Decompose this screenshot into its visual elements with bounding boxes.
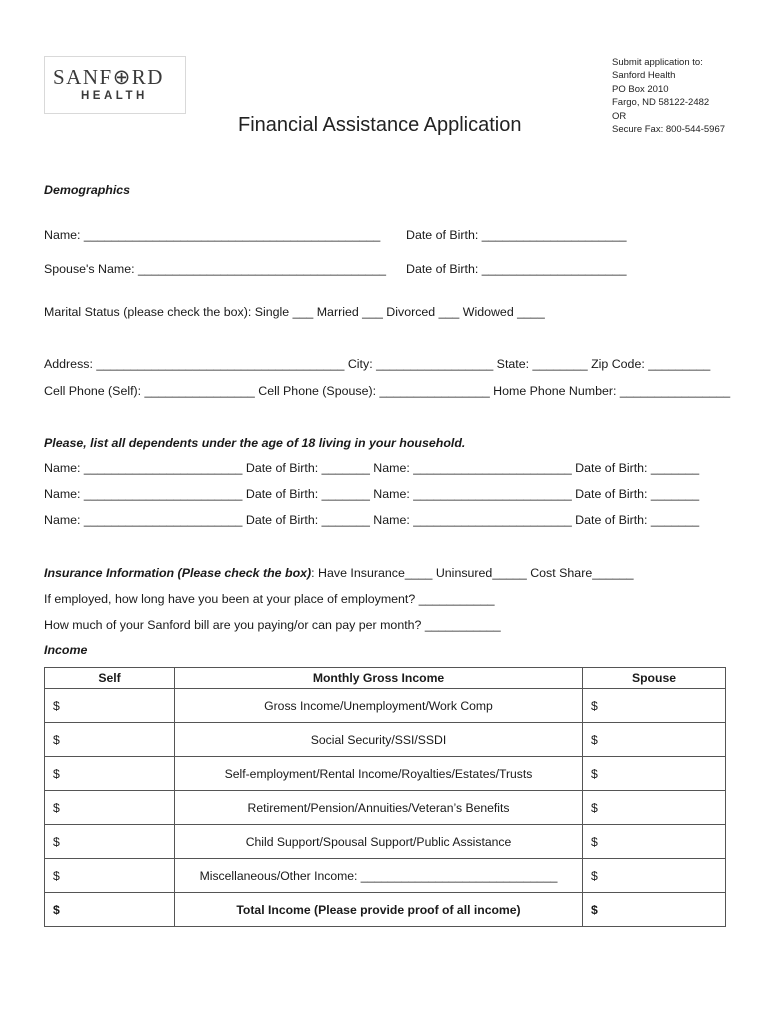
- marital-status-field[interactable]: Marital Status (please check the box): Single ___ Married ___ Divorced ___ Widowed ____: [44, 305, 545, 319]
- income-header-row: [45, 668, 726, 689]
- insurance-heading: Insurance Information (Please check the box): [44, 566, 312, 580]
- income-type-label: Self-employment/Rental Income/Royalties/Estates/Trusts: [175, 757, 583, 791]
- table-row: [45, 757, 726, 791]
- logo-subtitle: HEALTH: [81, 90, 148, 102]
- table-row: [45, 825, 726, 859]
- submit-line: Sanford Health: [612, 70, 676, 82]
- dependents-heading: Please, list all dependents under the age of 18 living in your household.: [44, 436, 466, 450]
- address-line[interactable]: Address: ____________________________________ City: _________________ State: ________ Zip Code: _________: [44, 357, 711, 371]
- spouse-amount-cell[interactable]: $: [583, 689, 726, 723]
- spouse-amount-cell[interactable]: $: [583, 791, 726, 825]
- income-heading: Income: [44, 643, 88, 657]
- dependent-row[interactable]: Name: _______________________ Date of Birth: _______ Name: _______________________ Date of Birth: _______: [44, 487, 700, 501]
- spouse-date-of-birth-field[interactable]: Date of Birth: _____________________: [406, 262, 627, 276]
- insurance-line[interactable]: [44, 566, 634, 580]
- spouse-amount-cell[interactable]: $: [583, 757, 726, 791]
- spouse-amount-cell[interactable]: $: [583, 859, 726, 893]
- sanford-health-logo: [44, 56, 186, 114]
- spouse-amount-cell[interactable]: $: [583, 825, 726, 859]
- submit-line: Submit application to:: [612, 57, 703, 68]
- insurance-options[interactable]: : Have Insurance____ Uninsured_____ Cost Share______: [311, 566, 634, 580]
- monthly-payment-field[interactable]: How much of your Sanford bill are you paying/or can pay per month? ___________: [44, 618, 501, 632]
- table-row: [45, 859, 726, 893]
- form-title: Financial Assistance Application: [238, 114, 522, 136]
- spouse-name-field[interactable]: Spouse's Name: ____________________________________: [44, 262, 387, 276]
- income-type-label: Child Support/Spousal Support/Public Assistance: [175, 825, 583, 859]
- column-header-monthly-gross-income: Monthly Gross Income: [175, 668, 583, 689]
- total-income-row: [45, 893, 726, 927]
- employment-length-field[interactable]: If employed, how long have you been at your place of employment? ___________: [44, 592, 495, 606]
- spouse-total-cell[interactable]: $: [583, 893, 726, 927]
- submit-line: OR: [612, 110, 627, 122]
- income-type-label: Gross Income/Unemployment/Work Comp: [175, 689, 583, 723]
- self-amount-cell[interactable]: $: [45, 757, 175, 791]
- name-field[interactable]: Name: ___________________________________________: [44, 228, 381, 242]
- column-header-spouse: Spouse: [583, 668, 726, 689]
- submit-line: Fargo, ND 58122-2482: [612, 97, 710, 109]
- submit-line: PO Box 2010: [612, 83, 669, 95]
- date-of-birth-field[interactable]: Date of Birth: _____________________: [406, 228, 627, 242]
- self-amount-cell[interactable]: $: [45, 791, 175, 825]
- total-income-label: Total Income (Please provide proof of all income): [175, 893, 583, 927]
- self-amount-cell[interactable]: $: [45, 723, 175, 757]
- income-type-label: Social Security/SSI/SSDI: [175, 723, 583, 757]
- table-row: [45, 689, 726, 723]
- spouse-amount-cell[interactable]: $: [583, 723, 726, 757]
- table-row: [45, 723, 726, 757]
- dependent-row[interactable]: Name: _______________________ Date of Birth: _______ Name: _______________________ Date of Birth: _______: [44, 461, 700, 475]
- self-amount-cell[interactable]: $: [45, 689, 175, 723]
- column-header-self: Self: [45, 668, 175, 689]
- self-amount-cell[interactable]: $: [45, 825, 175, 859]
- demographics-heading: Demographics: [44, 183, 131, 197]
- dependent-row[interactable]: Name: _______________________ Date of Birth: _______ Name: _______________________ Date of Birth: _______: [44, 513, 700, 527]
- income-type-label: Retirement/Pension/Annuities/Veteran’s Benefits: [175, 791, 583, 825]
- phone-line[interactable]: Cell Phone (Self): ________________ Cell Phone (Spouse): ________________ Home Phone Number: ________________: [44, 384, 731, 398]
- table-row: [45, 791, 726, 825]
- self-total-cell[interactable]: $: [45, 893, 175, 927]
- submit-line: Secure Fax: 800-544-5967: [612, 124, 726, 136]
- logo-wordmark: SANF⊕RD: [53, 65, 164, 89]
- income-type-label[interactable]: Miscellaneous/Other Income: _____________________________: [175, 859, 583, 893]
- income-table: [44, 667, 726, 927]
- self-amount-cell[interactable]: $: [45, 859, 175, 893]
- submit-address-block: [612, 56, 725, 136]
